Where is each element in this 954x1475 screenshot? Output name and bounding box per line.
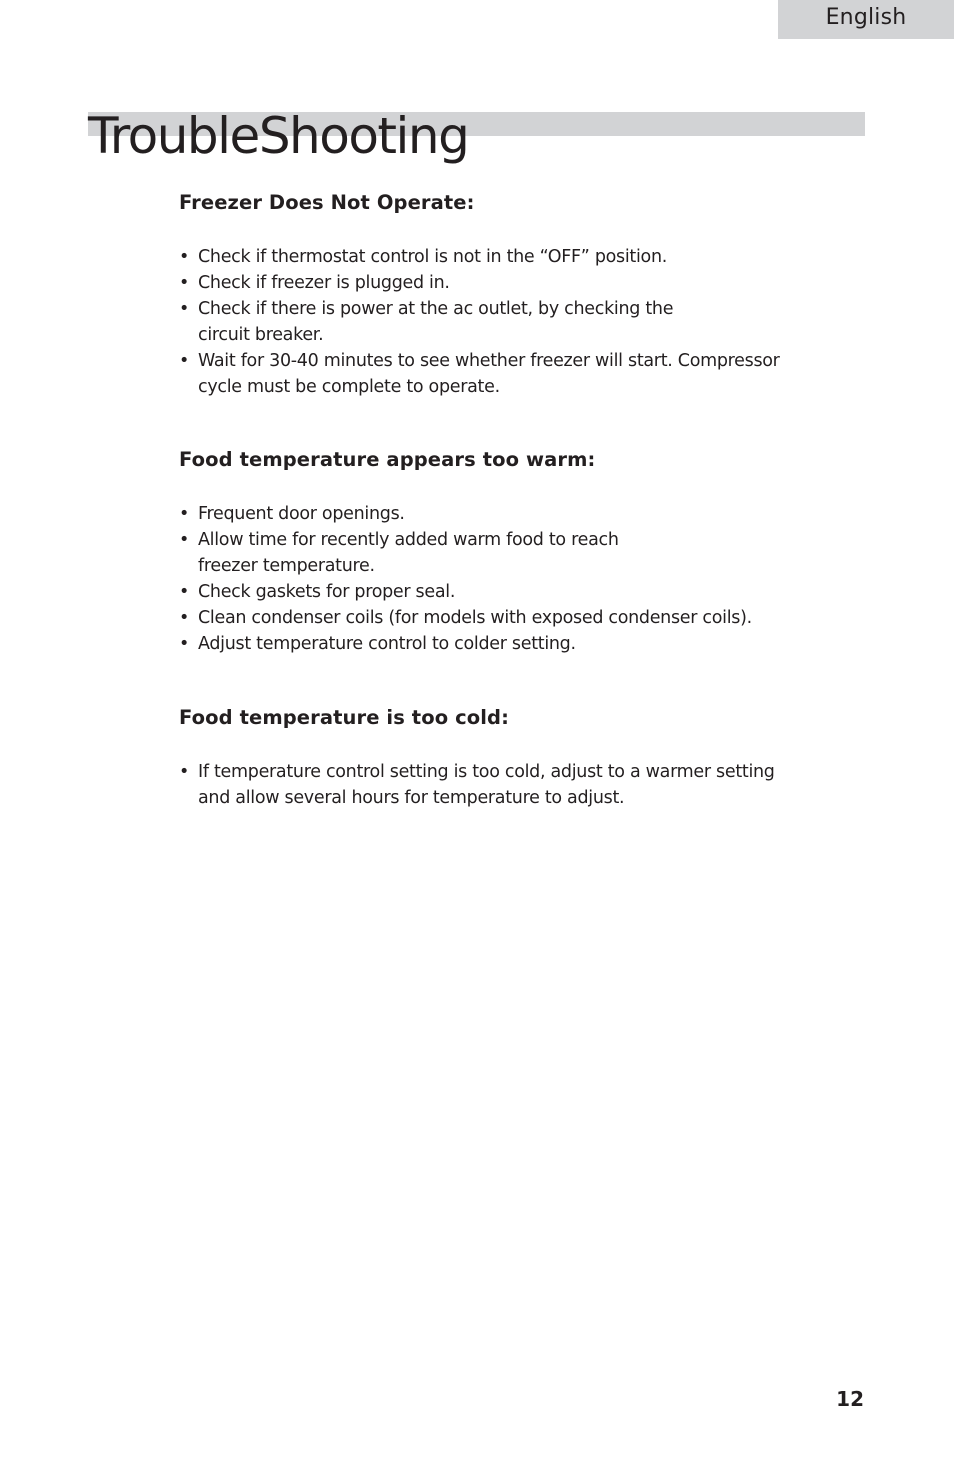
list-item-text: Adjust temperature control to colder setting. bbox=[198, 634, 576, 654]
list-item bbox=[179, 296, 869, 348]
list-item-text: Check gaskets for proper seal. bbox=[198, 582, 456, 602]
bullet-icon: • bbox=[179, 634, 190, 654]
bullet-icon: • bbox=[179, 762, 190, 782]
bullet-icon: • bbox=[179, 351, 190, 371]
list-item-text-continued: circuit breaker. bbox=[198, 325, 324, 345]
list-item bbox=[179, 759, 869, 811]
list-item-text: Clean condenser coils (for models with exposed condenser coils). bbox=[198, 608, 752, 628]
list-item-text: Check if there is power at the ac outlet, by checking the bbox=[198, 299, 674, 319]
list-item bbox=[179, 605, 869, 631]
bullet-list bbox=[179, 501, 869, 657]
page-number: 12 bbox=[836, 1387, 864, 1411]
list-item-text: Check if freezer is plugged in. bbox=[198, 273, 450, 293]
list-item-text: Check if thermostat control is not in the “OFF” position. bbox=[198, 247, 668, 267]
list-item bbox=[179, 501, 869, 527]
list-item bbox=[179, 270, 869, 296]
page-title: TroubleShooting bbox=[88, 107, 469, 165]
bullet-icon: • bbox=[179, 273, 190, 293]
bullet-list bbox=[179, 759, 869, 811]
section-heading: Freezer Does Not Operate: bbox=[179, 191, 475, 214]
list-item-text: If temperature control setting is too cold, adjust to a warmer setting bbox=[198, 762, 775, 782]
list-item bbox=[179, 527, 869, 579]
section-heading: Food temperature appears too warm: bbox=[179, 448, 596, 471]
bullet-icon: • bbox=[179, 530, 190, 550]
language-tab: English bbox=[778, 0, 954, 39]
bullet-icon: • bbox=[179, 608, 190, 628]
section-food-too-cold bbox=[179, 705, 869, 811]
section-heading: Food temperature is too cold: bbox=[179, 706, 510, 729]
bullet-list bbox=[179, 244, 869, 400]
bullet-icon: • bbox=[179, 247, 190, 267]
bullet-icon: • bbox=[179, 299, 190, 319]
section-freezer-does-not-operate bbox=[179, 190, 869, 400]
bullet-icon: • bbox=[179, 504, 190, 524]
list-item bbox=[179, 348, 869, 400]
list-item-text: Allow time for recently added warm food to reach bbox=[198, 530, 619, 550]
list-item-text: Frequent door openings. bbox=[198, 504, 405, 524]
list-item bbox=[179, 244, 869, 270]
list-item-text-continued: and allow several hours for temperature to adjust. bbox=[198, 788, 625, 808]
list-item bbox=[179, 631, 869, 657]
list-item bbox=[179, 579, 869, 605]
section-food-too-warm bbox=[179, 447, 869, 657]
list-item-text: Wait for 30-40 minutes to see whether freezer will start. Compressor bbox=[198, 351, 780, 371]
bullet-icon: • bbox=[179, 582, 190, 602]
list-item-text-continued: freezer temperature. bbox=[198, 556, 375, 576]
list-item-text-continued: cycle must be complete to operate. bbox=[198, 377, 500, 397]
